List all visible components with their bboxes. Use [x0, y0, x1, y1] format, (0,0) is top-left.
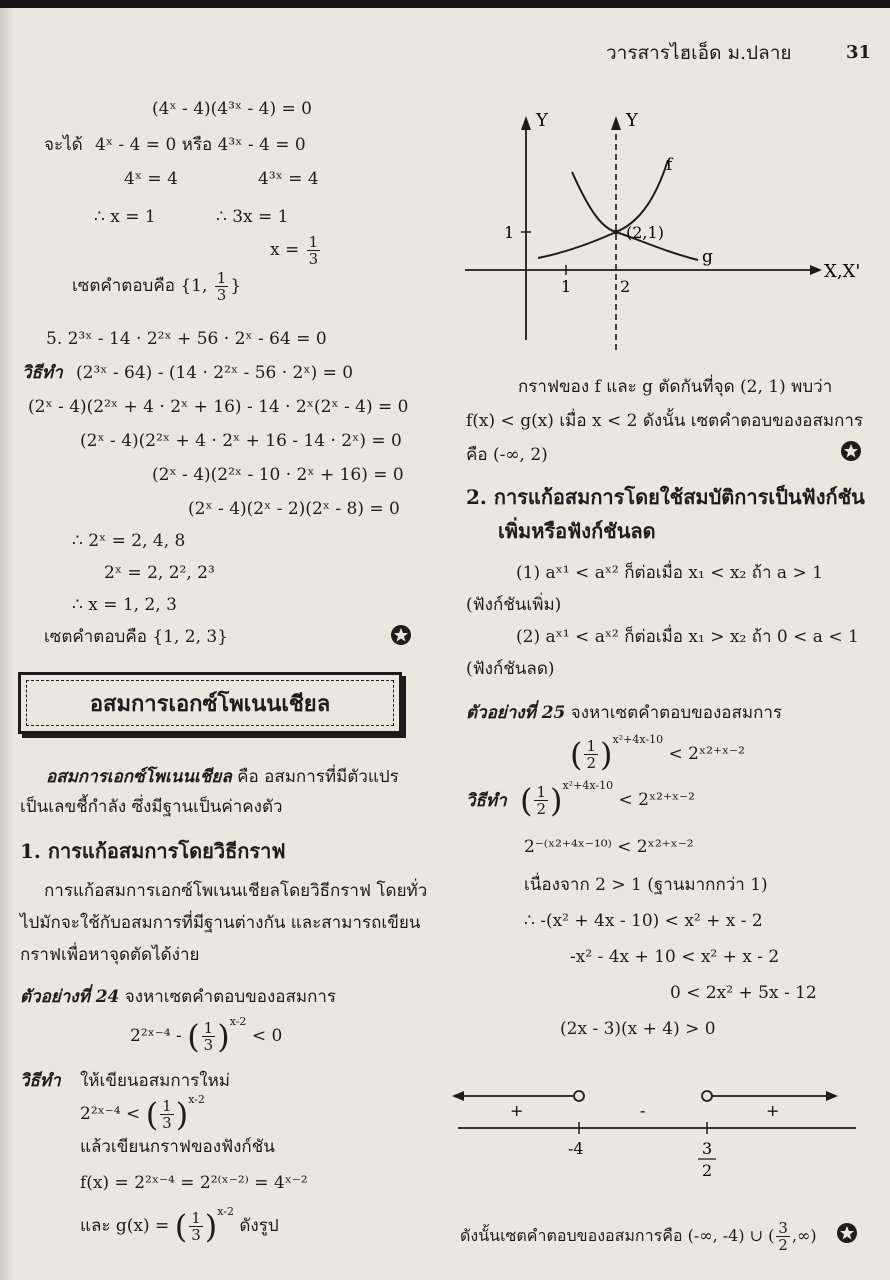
- right-paren: ): [175, 1095, 189, 1134]
- end-of-example-star-icon: [840, 440, 862, 462]
- example-24-heading: [20, 986, 336, 1008]
- property-2-note: (ฟังก์ชันลด): [466, 659, 555, 679]
- journal-title: วารสารไฮเอ็ด ม.ปลาย: [606, 42, 792, 64]
- left-paren: (: [520, 781, 533, 820]
- fraction-denominator: 2: [778, 1236, 788, 1254]
- w1-left: 2²ˣ⁻⁴ <: [80, 1104, 141, 1124]
- open-circle-three-halves: [702, 1091, 712, 1101]
- f-definition: f(x) = 2²ˣ⁻⁴ = 2²⁽ˣ⁻²⁾ = 4ˣ⁻²: [80, 1173, 308, 1193]
- step-5: (2ˣ - 4)(2ˣ - 2)(2ˣ - 8) = 0: [188, 499, 400, 519]
- graph-explanation-1: กราฟของ f และ g ตัดกันที่จุด (2, 1) พบว่า: [518, 377, 833, 397]
- fraction-denominator: 2: [536, 800, 547, 818]
- sign-plus-1: +: [510, 1101, 524, 1120]
- f-label: f: [666, 155, 673, 175]
- eq-line-2-prefix: จะได้: [44, 135, 83, 155]
- right-paren: ): [204, 1207, 218, 1246]
- answer-set-1: [72, 270, 241, 303]
- example-24-label: ตัวอย่างที่ 24: [20, 987, 120, 1007]
- fraction-denominator: 3: [191, 1226, 201, 1244]
- left-paren: (: [570, 735, 583, 774]
- ex24-left: 2²ˣ⁻⁴ -: [130, 1026, 182, 1046]
- step-2: (2ˣ - 4)(2²ˣ + 4 · 2ˣ + 16) - 14 · 2ˣ(2ˣ - 4) = 0: [28, 397, 409, 417]
- question-5: 5. 2³ˣ - 14 · 2²ˣ + 56 · 2ˣ - 64 = 0: [46, 329, 327, 349]
- end-of-example-star-icon: [390, 624, 412, 646]
- paragraph-line-1: การแก้อสมการเอกซ์โพเนนเชียลโดยวิธีกราฟ โดยทั่ว: [44, 881, 428, 901]
- graph-answer: คือ (-∞, 2): [466, 445, 548, 465]
- fraction-numerator: 1: [162, 1097, 172, 1115]
- exponent: x²+4x-10: [562, 779, 614, 792]
- fraction-one-third: [215, 270, 229, 303]
- page-number: 31: [846, 42, 872, 63]
- property-1-note: (ฟังก์ชันเพิ่ม): [466, 595, 562, 615]
- step-3: (2ˣ - 4)(2²ˣ + 4 · 2ˣ + 16 - 14 · 2ˣ) = 0: [80, 431, 402, 451]
- section-title: อสมการเอกซ์โพเนนเชียล: [26, 680, 394, 726]
- left-paren: (: [187, 1017, 200, 1056]
- y-axis-arrow-icon: [521, 116, 531, 130]
- answer-set-1-end: }: [230, 276, 242, 296]
- end-of-example-star-icon: [836, 1222, 858, 1244]
- fraction-denominator: 3: [203, 1036, 214, 1054]
- fraction-denominator: 3: [216, 286, 227, 304]
- step-8: ∴ x = 1, 2, 3: [72, 595, 177, 615]
- rewrite-equation: 2²ˣ⁻⁴ < ( $\frac{1}{3}$ )$^{x-2}$: [80, 1093, 205, 1134]
- left-paren: (: [174, 1207, 188, 1246]
- step-e6: -x² - 4x + 10 < x² + x - 2: [570, 947, 780, 967]
- example-25-text: จงหาเซตคำตอบของอสมการ: [570, 703, 783, 723]
- example-25-label: ตัวอย่างที่ 25: [466, 703, 566, 723]
- fraction-one-third: [202, 1020, 216, 1053]
- right-paren: ): [600, 735, 613, 774]
- eq-line-4a: ∴ x = 1: [94, 207, 156, 227]
- eq-line-3b: 4³ˣ = 4: [258, 169, 319, 189]
- g-label: g: [702, 247, 713, 267]
- graph-instruction: แล้วเขียนกราฟของฟังก์ชัน: [80, 1137, 275, 1157]
- exponential-graph: [440, 100, 880, 360]
- step-e2: [520, 780, 695, 820]
- left-paren: (: [145, 1095, 159, 1134]
- fraction-numerator: 3: [778, 1219, 788, 1237]
- final-answer: [460, 1220, 817, 1253]
- dashed-y-axis-arrow-icon: [611, 116, 621, 130]
- step-e3: 2⁻⁽ˣ²⁺⁴ˣ⁻¹⁰⁾ < 2ˣ²⁺ˣ⁻²: [524, 837, 694, 857]
- ray-left-arrow-icon: [452, 1091, 464, 1101]
- fraction-numerator: 1: [216, 269, 227, 287]
- property-1: (1) aˣ¹ < aˣ² ก็ต่อเมื่อ x₁ < x₂ ถ้า a > 1: [516, 563, 823, 583]
- g-definition: และ g(x) = ( $\frac{1}{3}$ )$^{x-2}$ ดังรูป: [80, 1205, 279, 1246]
- eq-line-5-text: x =: [270, 240, 300, 260]
- final-answer-text: ดังนั้นเซตคำตอบของอสมการคือ (-∞, -4) ∪ (: [460, 1226, 775, 1245]
- rewrite-text: ให้เขียนอสมการใหม่: [80, 1071, 230, 1091]
- definition-line-1: [46, 766, 399, 788]
- example-25-equation: [570, 734, 745, 774]
- label-two: 2: [702, 1161, 713, 1180]
- definition-rest: คือ อสมการที่มีตัวแปร: [237, 767, 399, 787]
- point-label: (2,1): [626, 223, 664, 242]
- y-label-2: Y: [626, 110, 638, 131]
- fraction-denominator: 3: [308, 250, 319, 268]
- sign-minus: -: [640, 1101, 646, 1120]
- fraction-numerator: 1: [308, 233, 319, 251]
- fraction-three-halves: [776, 1220, 790, 1253]
- page-edge-shadow: [0, 0, 14, 1280]
- ex24-right: < 0: [251, 1026, 283, 1046]
- y-tick-label: 1: [504, 223, 515, 242]
- definition-line-2: เป็นเลขชี้กำลัง ซึ่งมีฐานเป็นค่าคงตัว: [20, 797, 283, 817]
- step-6: ∴ 2ˣ = 2, 4, 8: [72, 531, 186, 551]
- top-border: [0, 0, 890, 8]
- y-label-1: Y: [536, 110, 548, 131]
- fraction-one-half: [534, 784, 548, 817]
- step-7: 2ˣ = 2, 2², 2³: [104, 563, 215, 583]
- number-line: [448, 1082, 868, 1182]
- heading-monotonic-1: 2. การแก้อสมการโดยใช้สมบัติการเป็นฟังก์ชัน: [466, 485, 865, 509]
- right-paren: ): [217, 1017, 230, 1056]
- label-minus-4: -4: [568, 1139, 584, 1158]
- step-e5: ∴ -(x² + 4x - 10) < x² + x - 2: [524, 911, 763, 931]
- solution-label: วิธีทำ: [22, 363, 63, 383]
- paragraph-line-2: ไปมักจะใช้กับอสมการที่มีฐานต่างกัน และสามารถเขียน: [20, 913, 421, 933]
- section-title-box: [18, 672, 402, 734]
- fraction-numerator: 1: [191, 1209, 201, 1227]
- example-24-equation: 2²ˣ⁻⁴ - ( $\frac{1}{3}$ )$^{x-2}$ < 0: [130, 1015, 283, 1056]
- solution-label-3: วิธีทำ: [466, 791, 507, 811]
- x-axis-arrow-icon: [810, 265, 822, 275]
- graph-explanation-2: f(x) < g(x) เมื่อ x < 2 ดังนั้น เซตคำตอบของอสมการ: [466, 411, 864, 431]
- answer-set-1-text: เซตคำตอบคือ {1,: [72, 276, 208, 296]
- step-e8: (2x - 3)(x + 4) > 0: [560, 1019, 716, 1039]
- example-24-text: จงหาเซตคำตอบของอสมการ: [124, 987, 337, 1007]
- solution-label-2: วิธีทำ: [20, 1071, 61, 1091]
- e1-right: < 2ˣ²⁺ˣ⁻²: [668, 744, 745, 764]
- property-2: (2) aˣ¹ < aˣ² ก็ต่อเมื่อ x₁ > x₂ ถ้า 0 < a < 1: [516, 627, 859, 647]
- curve-f: [572, 160, 668, 232]
- right-paren: ): [550, 781, 563, 820]
- fraction-one-half: [584, 738, 598, 771]
- w4-left: และ g(x) =: [80, 1216, 170, 1236]
- ray-right-arrow-icon: [826, 1091, 838, 1101]
- definition-term: อสมการเอกซ์โพเนนเชียล: [46, 767, 232, 787]
- open-circle-minus-4: [574, 1091, 584, 1101]
- intersection-point: [614, 230, 619, 235]
- answer-set-2: เซตคำตอบคือ {1, 2, 3}: [44, 627, 229, 647]
- fraction-one-third: [189, 1210, 203, 1243]
- heading-graph-method: 1. การแก้อสมการโดยวิธีกราฟ: [20, 839, 286, 863]
- fraction-one-third: [307, 234, 321, 267]
- step-e7: 0 < 2x² + 5x - 12: [670, 983, 817, 1003]
- fraction-denominator: 2: [586, 754, 597, 772]
- w4-right: ดังรูป: [239, 1216, 279, 1236]
- sign-plus-2: +: [766, 1101, 780, 1120]
- x-tick-label-2: 2: [620, 277, 631, 296]
- x-label: X,X': [824, 261, 861, 282]
- fraction-numerator: 1: [586, 737, 597, 755]
- fraction-numerator: 1: [536, 783, 547, 801]
- step-1: (2³ˣ - 64) - (14 · 2²ˣ - 56 · 2ˣ) = 0: [76, 363, 354, 383]
- curve-g: [538, 232, 698, 260]
- example-25-heading: [466, 702, 782, 724]
- heading-monotonic-2: เพิ่มหรือฟังก์ชันลด: [498, 519, 656, 543]
- eq-line-3a: 4ˣ = 4: [124, 169, 178, 189]
- step-e4: เนื่องจาก 2 > 1 (ฐานมากกว่า 1): [524, 875, 768, 895]
- fraction-denominator: 3: [162, 1114, 172, 1132]
- eq-line-2: 4ˣ - 4 = 0 หรือ 4³ˣ - 4 = 0: [95, 135, 306, 155]
- eq-line-4b: ∴ 3x = 1: [216, 207, 289, 227]
- fraction-one-third: [160, 1098, 174, 1131]
- eq-line-5: [270, 234, 322, 267]
- label-three: 3: [702, 1139, 713, 1158]
- step-4: (2ˣ - 4)(2²ˣ - 10 · 2ˣ + 16) = 0: [152, 465, 404, 485]
- x-tick-label-1: 1: [561, 277, 572, 296]
- e2-right: < 2ˣ²⁺ˣ⁻²: [618, 790, 695, 810]
- fraction-numerator: 1: [203, 1019, 214, 1037]
- exponent: x²+4x-10: [612, 733, 664, 746]
- eq-line-1: (4ˣ - 4)(4³ˣ - 4) = 0: [152, 99, 312, 119]
- paragraph-line-3: กราฟเพื่อหาจุดตัดได้ง่าย: [20, 945, 200, 965]
- final-answer-end: ,∞): [791, 1226, 817, 1245]
